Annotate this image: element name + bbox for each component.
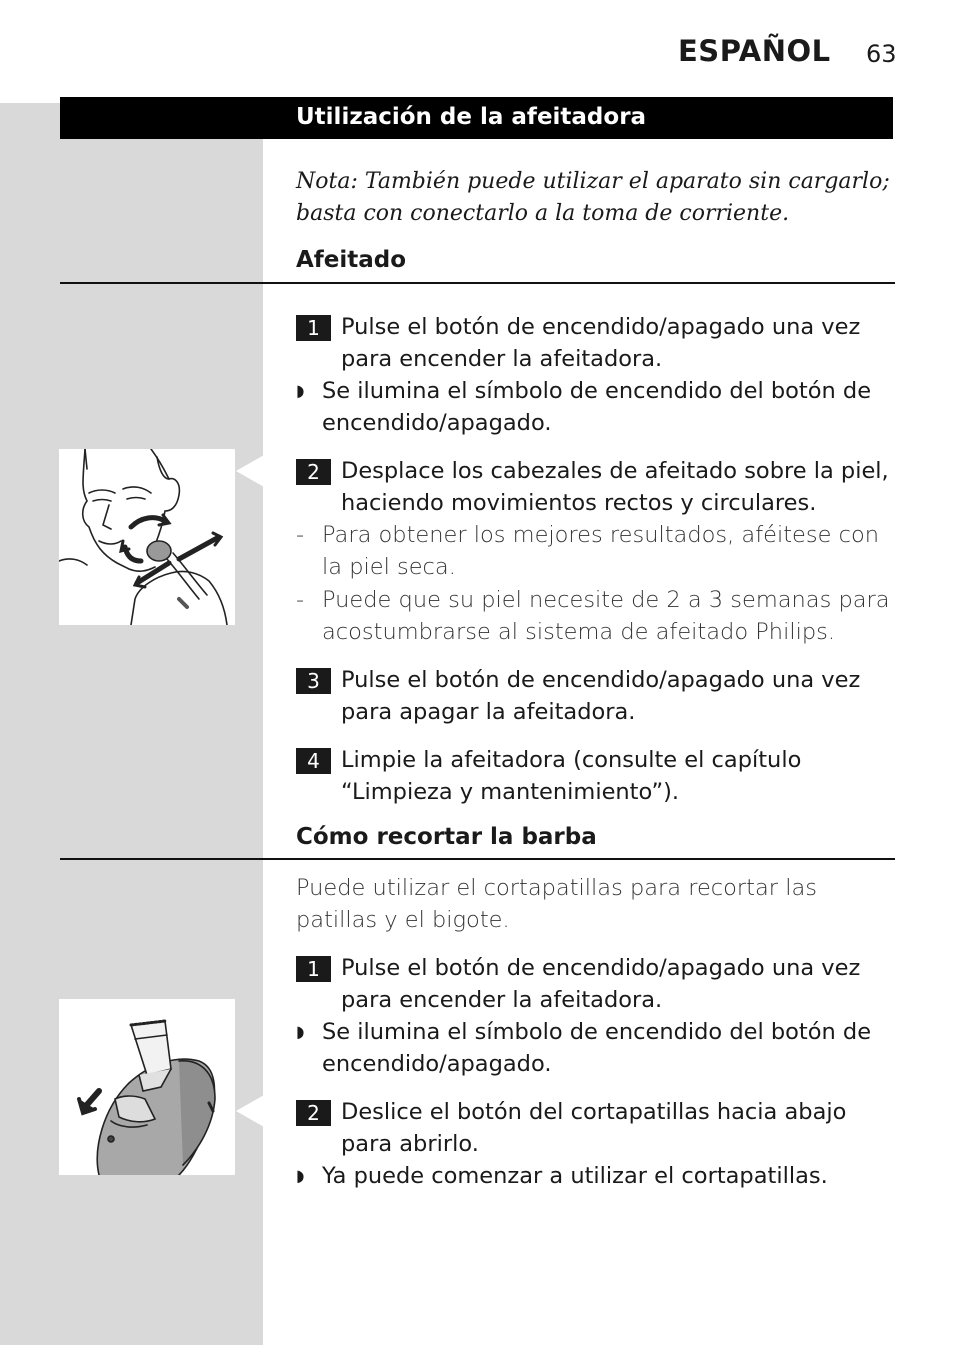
- illustration-pointer: [236, 1095, 264, 1127]
- illustration-pointer: [236, 455, 264, 487]
- result-bullet-icon: ◗: [296, 1022, 305, 1041]
- note-text: Nota: También puede utilizar el aparato sin cargarlo; basta con conectarlo a la toma de corriente.: [296, 169, 890, 226]
- dash-bullet: -: [296, 522, 305, 548]
- trimming-heading: Cómo recortar la barba: [296, 824, 597, 850]
- shaving-result-1: [296, 375, 902, 439]
- shaving-face-illustration: [59, 449, 235, 625]
- page-number: 63: [866, 40, 897, 68]
- shaving-heading: Afeitado: [296, 247, 407, 273]
- trimming-result-1: [296, 1016, 902, 1080]
- step-text: Deslice el botón del cortapatillas hacia abajo para abrirlo.: [341, 1099, 847, 1157]
- result-text: Se ilumina el símbolo de encendido del botón de encendido/apagado.: [322, 378, 872, 436]
- trimming-step-2: [296, 1096, 902, 1160]
- step-text: Desplace los cabezales de afeitado sobre la piel, haciendo movimientos rectos y circulares.: [341, 458, 889, 516]
- result-text: Se ilumina el símbolo de encendido del botón de encendido/apagado.: [322, 1019, 872, 1077]
- shaving-step-1: [296, 311, 902, 375]
- shaving-step-3: [296, 664, 902, 728]
- trimming-step-1: [296, 952, 902, 1016]
- step-text: Limpie la afeitadora (consulte el capítulo “Limpieza y mantenimiento”).: [341, 747, 802, 805]
- shaving-step-2: [296, 455, 902, 519]
- trimmer-open-illustration: [59, 999, 235, 1175]
- step-number: 2: [296, 459, 331, 485]
- step-number: 1: [296, 956, 331, 982]
- language-header: ESPAÑOL: [678, 34, 831, 68]
- trimming-intro: Puede utilizar el cortapatillas para recortar las patillas y el bigote.: [296, 875, 817, 933]
- step-number: 2: [296, 1100, 331, 1126]
- trimming-result-2: [296, 1160, 902, 1192]
- section-title: Utilización de la afeitadora: [296, 104, 647, 130]
- result-text: Ya puede comenzar a utilizar el cortapatillas.: [322, 1163, 828, 1189]
- shaving-tip-2: [296, 584, 902, 648]
- step-text: Pulse el botón de encendido/apagado una vez para apagar la afeitadora.: [341, 667, 861, 725]
- dash-bullet: -: [296, 587, 305, 613]
- step-number: 1: [296, 315, 331, 341]
- tip-text: Puede que su piel necesite de 2 a 3 semanas para acostumbrarse al sistema de afeitado Philips.: [322, 587, 890, 645]
- step-number: 4: [296, 748, 331, 774]
- shaving-step-4: [296, 744, 902, 808]
- step-text: Pulse el botón de encendido/apagado una vez para encender la afeitadora.: [341, 314, 861, 372]
- result-bullet-icon: ◗: [296, 381, 305, 400]
- shaving-tip-1: [296, 519, 902, 583]
- tip-text: Para obtener los mejores resultados, aféitese con la piel seca.: [322, 522, 879, 580]
- step-text: Pulse el botón de encendido/apagado una vez para encender la afeitadora.: [341, 955, 861, 1013]
- trimming-rule: [60, 858, 895, 860]
- shaving-rule: [60, 282, 895, 284]
- result-bullet-icon: ◗: [296, 1166, 305, 1185]
- step-number: 3: [296, 668, 331, 694]
